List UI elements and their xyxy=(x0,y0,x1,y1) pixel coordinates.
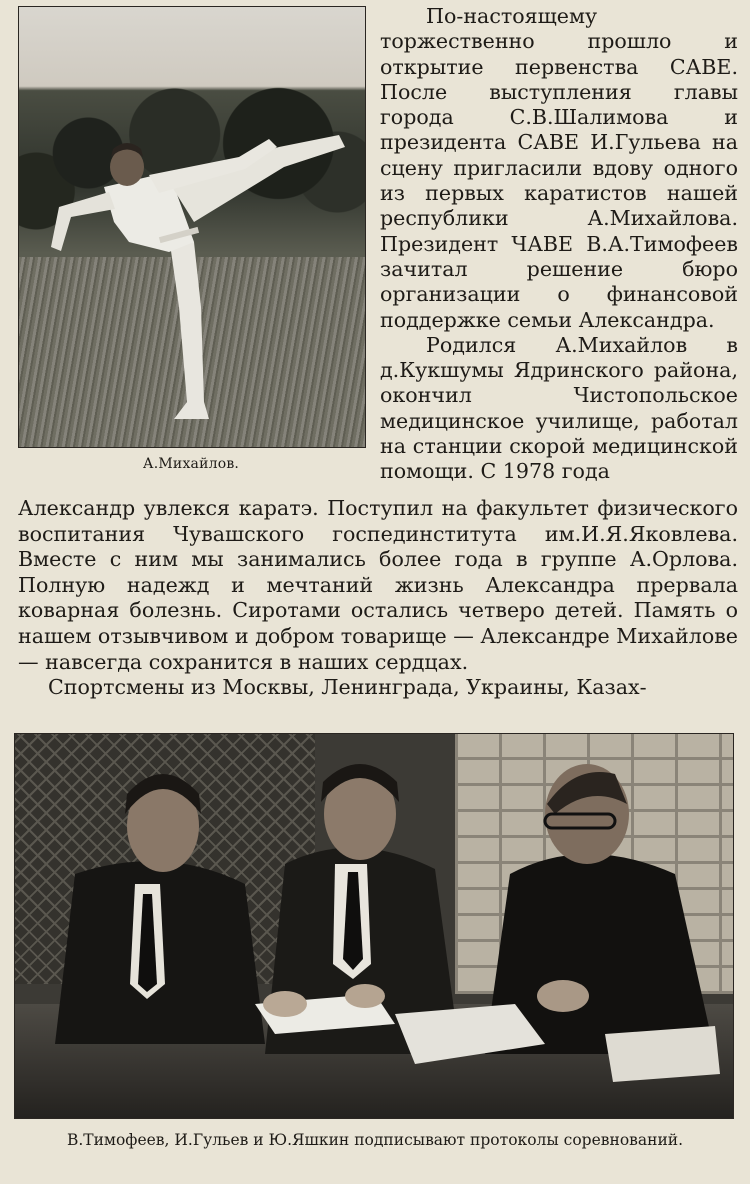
photo-karate-kick xyxy=(18,6,366,448)
right-column-text xyxy=(380,4,738,485)
paragraph: Родился А.Михайлов в д.Кукшумы Ядринского района, окончил Чистопольское медицинское училище, работал на станции скорой медицинской помощи. С 1978 года xyxy=(380,332,738,484)
paragraph-continued: Александр увлекся каратэ. Поступил на факультет физического воспитания Чувашского госпединститута им.И.Я.Яковлева. Вместе с ним мы занимались более года в группе А.Орлова. Полную надежд и мечтаний жизнь Александра прервала коварная болезнь. Сиротами остались четверо детей. Память о нашем отзывчивом и добром товарище — Александре Михайлове — навсегда сохранится в наших сердцах. xyxy=(18,496,738,674)
photo-officials-signing xyxy=(14,733,734,1119)
paragraph: Спортсмены из Москвы, Ленинграда, Украины, Казах- xyxy=(48,675,647,700)
photo-top-caption: А.Михайлов. xyxy=(142,456,240,472)
karateka-figure xyxy=(19,7,365,447)
paragraph: По-настоящему торжественно прошло и открытие первенства САВЕ. После выступления главы города С.В.Шалимова и президента САВЕ И.Гульева на сцену пригласили вдову одного из первых каратистов нашей республики А.Михайлова. Президент ЧАВЕ В.А.Тимофеев зачитал решение бюро организации о финансовой поддержке семьи Александра. xyxy=(380,4,738,332)
three-men-figures xyxy=(15,734,733,1118)
photo-bottom-caption: В.Тимофеев, И.Гульев и Ю.Яшкин подписывают протоколы соревнований. xyxy=(66,1131,684,1149)
full-width-text xyxy=(18,496,738,701)
